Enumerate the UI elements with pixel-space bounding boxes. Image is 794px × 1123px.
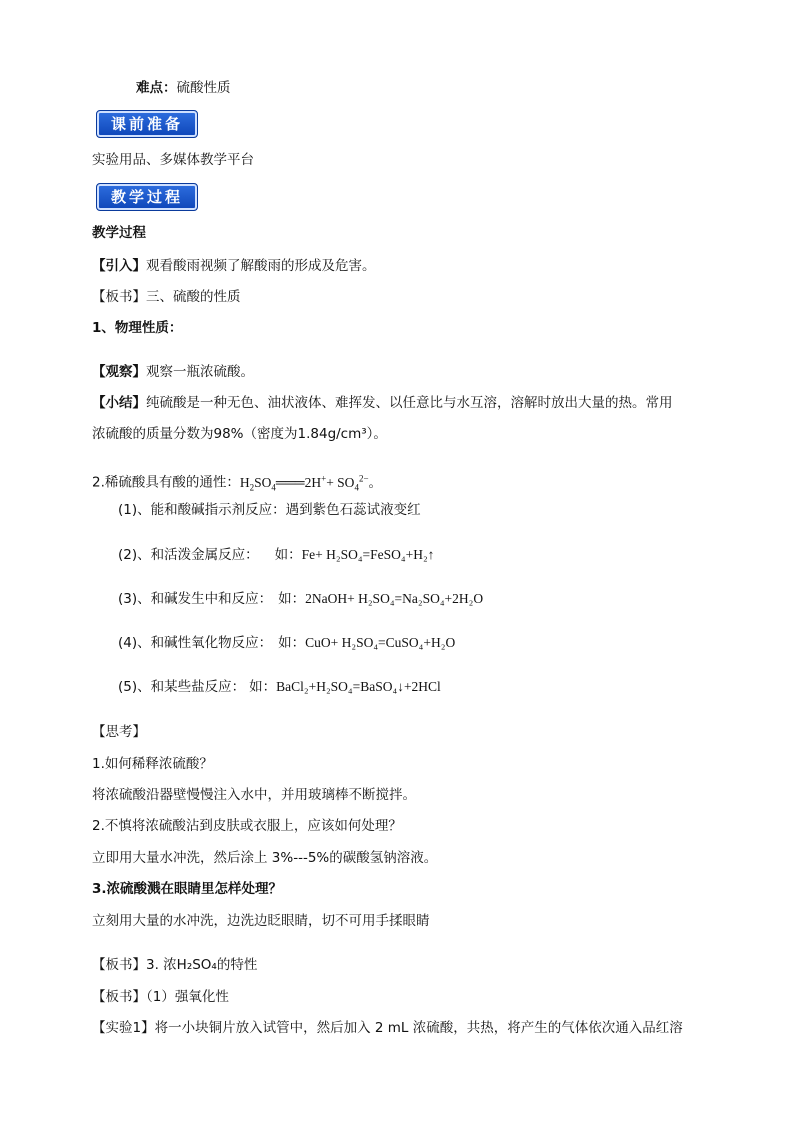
dilute-item-2-label: (2)、和活泼金属反应： — [118, 547, 259, 563]
intro-text: 观看酸雨视频了解酸雨的形成及危害。 — [146, 258, 376, 274]
dilute-item-5-label: (5)、和某些盐反应： — [118, 679, 246, 695]
section-badge-prep: 课前准备 — [96, 110, 198, 138]
board3-text: （1）强氧化性 — [146, 989, 229, 1005]
board3-tag: 【板书】 — [92, 989, 146, 1005]
dilute-item-4-eq: 如：CuO+ H₂SO₄=CuSO₄+H₂O — [278, 635, 456, 650]
observe-line — [92, 362, 254, 382]
experiment-tag: 【实验1】 — [92, 1020, 155, 1036]
experiment-line — [92, 1018, 683, 1038]
think-a2: 立即用大量水冲洗，然后涂上 3%---5%的碳酸氢钠溶液。 — [92, 850, 438, 866]
board1-tag: 【板书】 — [92, 289, 146, 305]
dilute-ionization-eq: $H_2SO_4═══2H^++ SO_4^{2-}$。 — [239, 473, 383, 493]
summary-line-1 — [92, 393, 673, 413]
section-badge-process: 教学过程 — [96, 183, 198, 211]
dilute-item-5 — [118, 677, 441, 697]
summary-text-1: 纯硫酸是一种无色、油状液体、难挥发、以任意比与水互溶，溶解时放出大量的热。常用 — [146, 395, 673, 411]
board1-text: 三、硫酸的性质 — [146, 289, 241, 305]
dilute-item-2-eq: 如：Fe+ H₂SO₄=FeSO₄+H₂↑ — [274, 547, 435, 562]
board2-text: 3. 浓H₂SO₄的特性 — [146, 957, 258, 973]
intro-tag: 【引入】 — [92, 258, 146, 274]
dilute-item-3 — [118, 589, 483, 609]
prep-text: 实验用品、多媒体教学平台 — [92, 152, 254, 168]
board1-line — [92, 287, 241, 307]
dilute-item-2 — [118, 545, 434, 565]
think-a1: 将浓硫酸沿器壁慢慢注入水中，并用玻璃棒不断搅拌。 — [92, 787, 416, 803]
think-q3: 3.浓硫酸溅在眼睛里怎样处理？ — [92, 881, 283, 897]
experiment-text: 将一小块铜片放入试管中，然后加入 2 mL 浓硫酸，共热，将产生的气体依次通入品红溶 — [154, 1020, 683, 1036]
observe-tag: 【观察】 — [92, 364, 146, 380]
board3-line — [92, 987, 229, 1007]
observe-text: 观察一瓶浓硫酸。 — [146, 364, 254, 380]
dilute-item-5-eq: 如：BaCl₂+H₂SO₄=BaSO₄↓+2HCl — [249, 679, 441, 694]
physical-heading: 1、物理性质： — [92, 320, 183, 336]
dilute-item-4-label: (4)、和碱性氧化物反应： — [118, 635, 273, 651]
summary-text-2: 浓硫酸的质量分数为98%（密度为1.84g/cm³）。 — [92, 426, 387, 442]
difficulty-label: 难点： — [136, 80, 177, 96]
dilute-line — [92, 468, 382, 497]
intro-line — [92, 256, 376, 276]
difficulty-line — [136, 78, 231, 98]
dilute-item-4 — [118, 633, 455, 653]
think-tag: 【思考】 — [92, 724, 146, 740]
think-a3: 立刻用大量的水冲洗，边洗边眨眼睛，切不可用手揉眼睛 — [92, 913, 430, 929]
think-q2: 2.不慎将浓硫酸沾到皮肤或衣服上，应该如何处理？ — [92, 818, 402, 834]
difficulty-text: 硫酸性质 — [176, 80, 231, 96]
dilute-prefix: 2.稀硫酸具有酸的通性： — [92, 474, 240, 491]
dilute-item-3-eq: 如：2NaOH+ H₂SO₄=Na₂SO₄+2H₂O — [278, 591, 484, 606]
process-title: 教学过程 — [92, 225, 146, 241]
dilute-item-1: (1)、能和酸碱指示剂反应：遇到紫色石蕊试液变红 — [118, 502, 421, 518]
board2-line — [92, 955, 257, 975]
think-q1: 1.如何稀释浓硫酸？ — [92, 756, 213, 772]
board2-tag: 【板书】 — [92, 957, 146, 973]
summary-tag: 【小结】 — [92, 395, 146, 411]
dilute-item-3-label: (3)、和碱发生中和反应： — [118, 591, 273, 607]
